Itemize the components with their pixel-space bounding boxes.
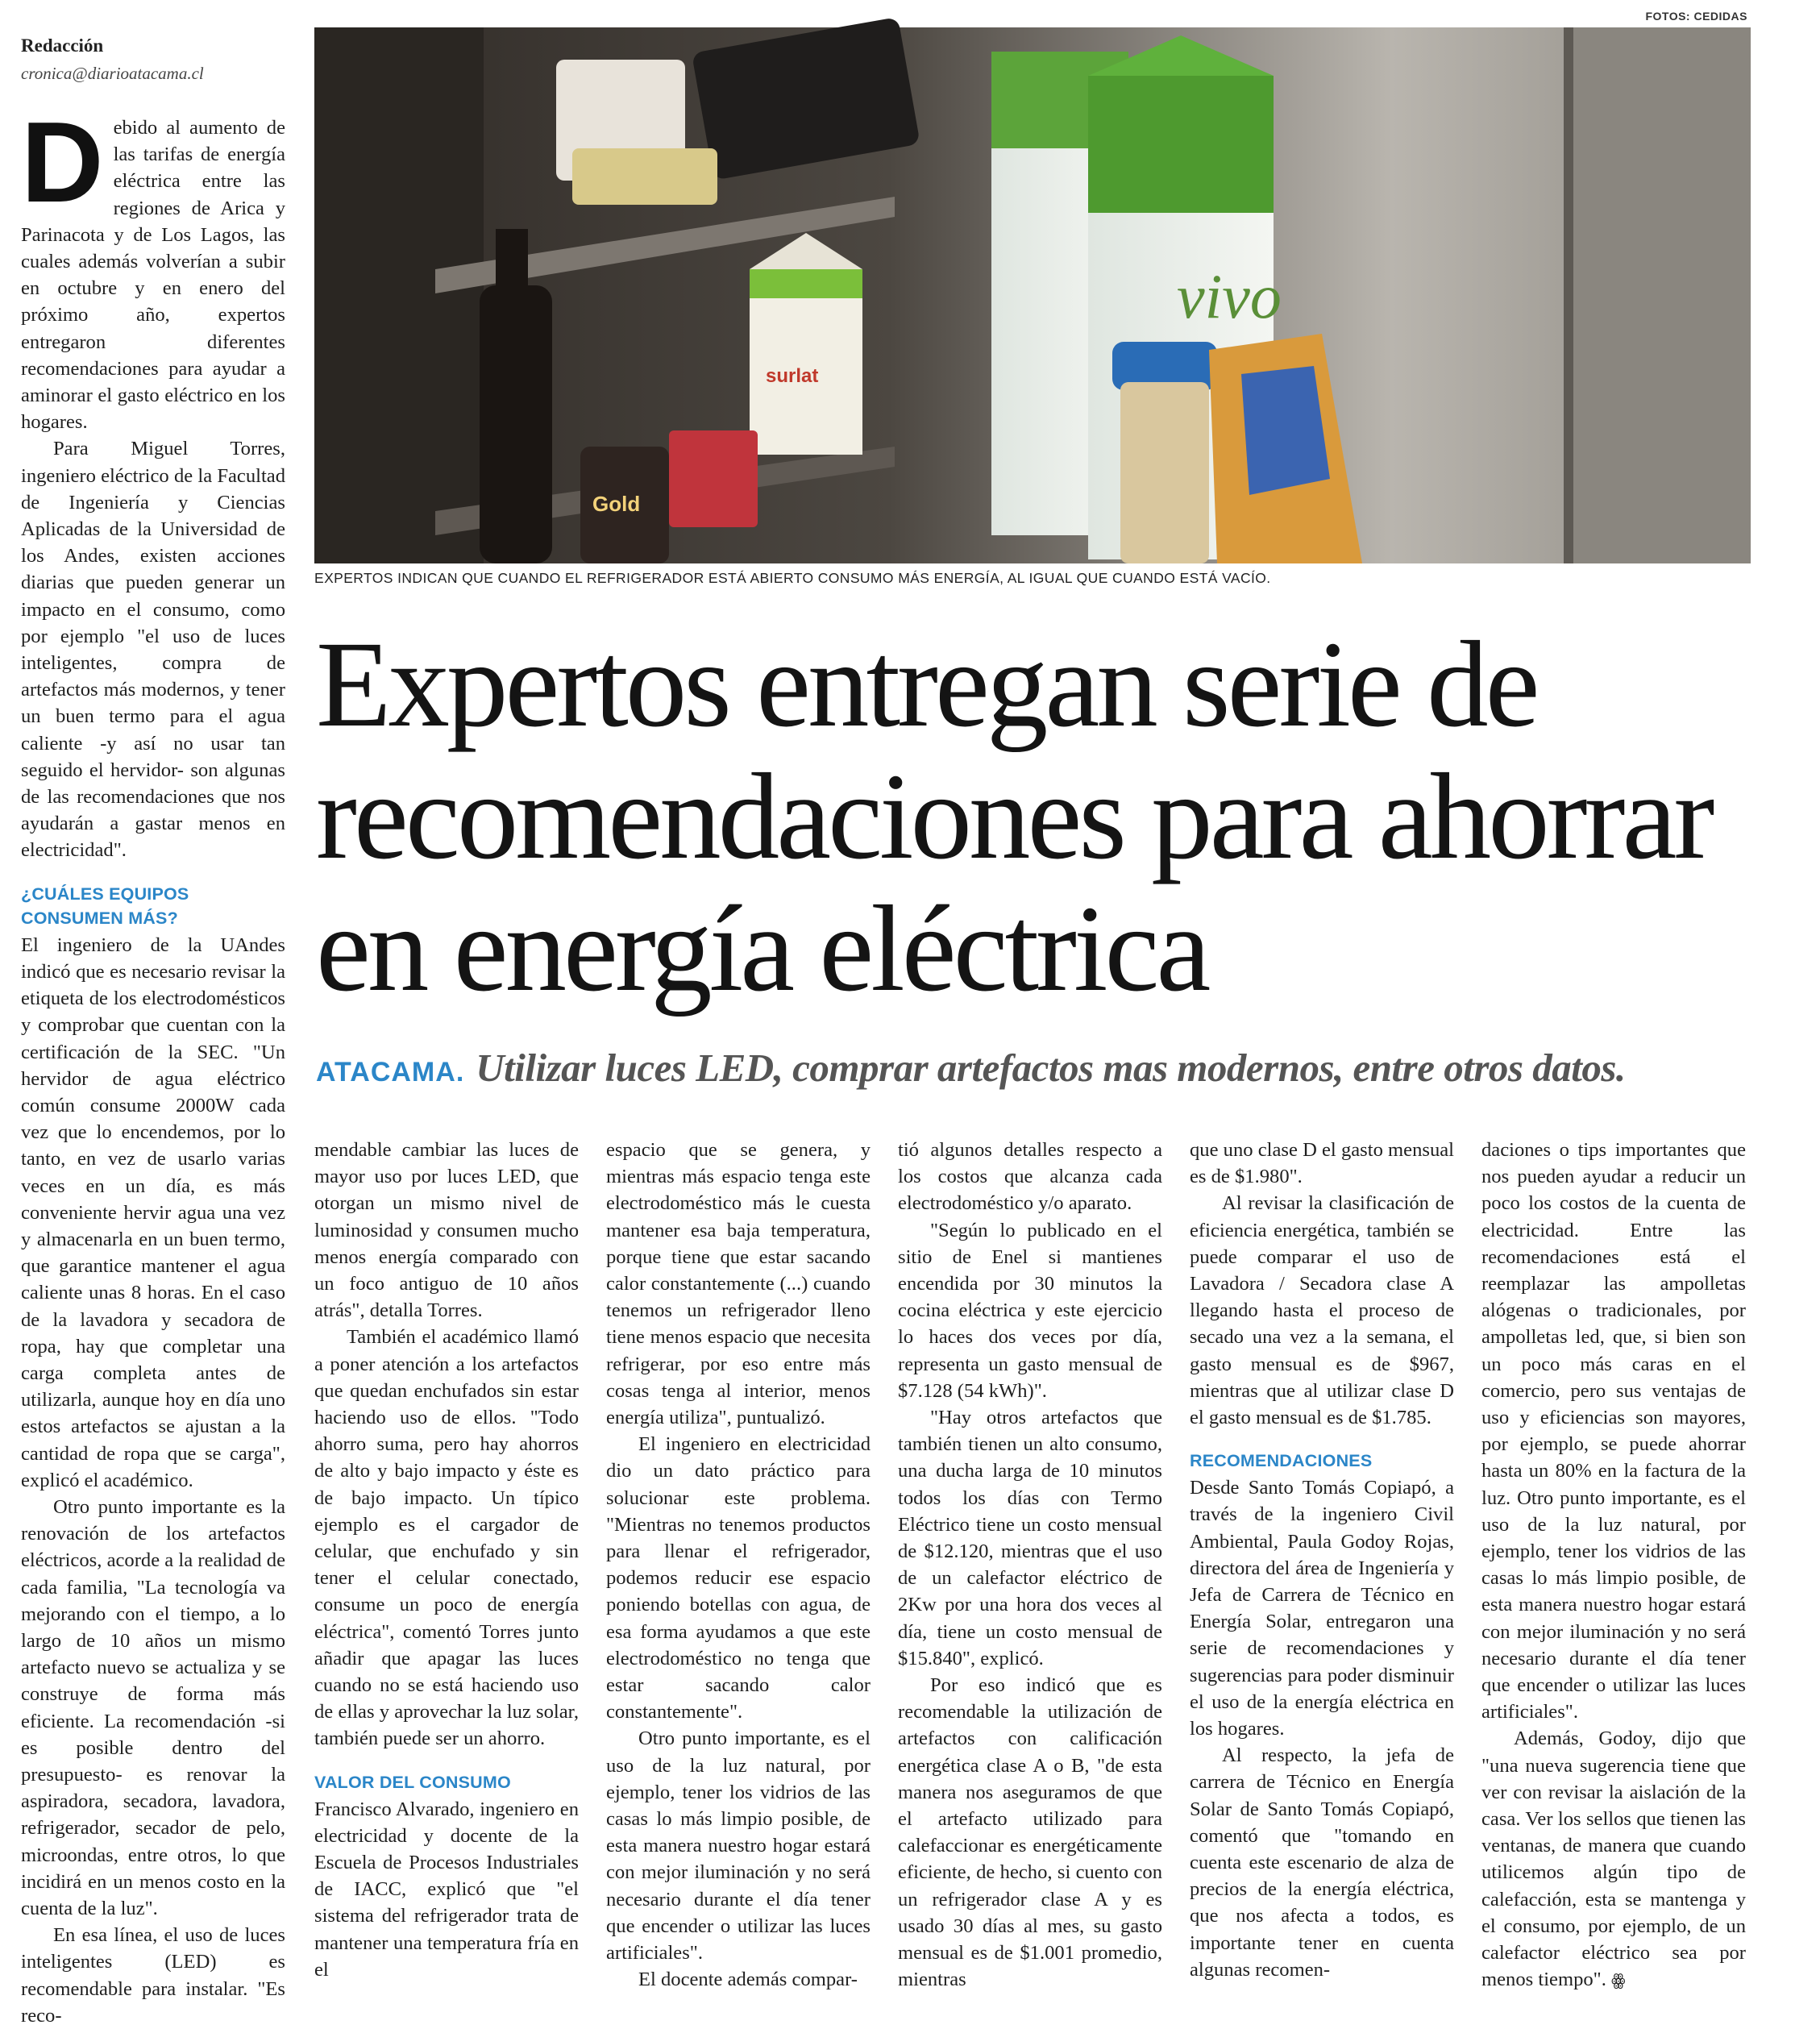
paragraph: El docente además compar- xyxy=(638,1969,858,1991)
paragraph: El ingeniero en electricidad dio un dato práctico para solucionar este problema. "Mientras no tenemos productos para llenar el refrigerador, podemos reducir ese espacio poniendo botellas con agua, de esa forma ayudamos a que este electrodoméstico no tenga que estar sacando calor constantemente". xyxy=(606,1433,871,1723)
paragraph: También el académico llamó a poner atención a los artefactos que quedan enchufados sin estar haciendo uso de ellos. "Todo ahorro suma, pero hay ahorros de alto y bajo impacto y éste es de bajo impacto. Un típico ejemplo es el cargador de celular, que enchufado y sin tener el celular conectado, consume un poco de energía eléctrica", comentó Torres junto añadir que apagar las luces cuando no se está haciendo uso de ellas y aprovechar la luz solar, también puede ser un ahorro. xyxy=(314,1326,579,1750)
paragraph-text: ebido al aumento de las tarifas de energía eléctrica entre las regiones de Arica y Parinacota y de Los Lagos, las cuales además volverían a subir en octubre y en enero del próximo año, expertos entregaron diferentes recomendaciones para ayudar a aminorar el gasto eléctrico en los hogares. xyxy=(21,117,285,434)
paragraph: Al revisar la clasificación de eficiencia energética, también se puede comparar el uso de Lavadora / Secadora clase A llegando hasta el proceso de secado una vez a la semana, el gasto mensual es de $967, mientras que al utilizar clase D el gasto mensual es de $1.785. xyxy=(1190,1192,1454,1429)
article-column-1 xyxy=(21,98,285,2027)
refrigerator-illustration xyxy=(314,27,1751,563)
paragraph: tió algunos detalles respecto a los costos que alcanza cada electrodoméstico y/o aparato. xyxy=(898,1139,1162,1215)
paragraph: "Según lo publicado en el sitio de Enel si mantienes encendida por 30 minutos la cocina eléctrica y este ejercicio lo haces dos veces por día, representa un gasto mensual de $7.128 (54 kWh)". xyxy=(898,1219,1162,1402)
end-mark-icon: ꙮ xyxy=(1611,1972,1626,1990)
headline: Expertos entregan serie de recomendaciones para ahorrar en energía eléctrica xyxy=(316,617,1712,1017)
paragraph: daciones o tips importantes que nos pueden ayudar a reducir un poco los costos de la cuenta de electricidad. Entre las recomendaciones está el reemplazar las ampolletas alógenas o tradicionales, por ampolletas led, que, si bien son un poco más caras en el comercio, pero sus ventajas de uso y eficiencias son mayores, por ejemplo, se puede ahorrar hasta un 80% en la factura de la luz. Otro punto importante, es el uso de la luz natural, por ejemplo, tener los vidrios de las casas lo más limpio posible, de esta manera nuestro hogar estará con mejor iluminación y no será necesario durante el día tener que encender o utilizar las luces artificiales". xyxy=(1481,1139,1746,1723)
milk-brand-label: vivo xyxy=(1177,261,1282,331)
article-column-6 xyxy=(1481,1137,1746,1991)
subheading-recomendaciones: RECOMENDACIONES xyxy=(1190,1451,1373,1471)
photo-caption: EXPERTOS INDICAN QUE CUANDO EL REFRIGERADOR ESTÁ ABIERTO CONSUMO MÁS ENERGÍA, AL IGUAL QUE CUANDO ESTÁ VACÍO. xyxy=(314,570,1271,586)
kicker-location: ATACAMA. xyxy=(316,1057,465,1087)
paragraph: que uno clase D el gasto mensual es de $1.980". xyxy=(1190,1139,1454,1188)
byline-email: cronica@diarioatacama.cl xyxy=(21,64,204,83)
subheading-equipos: ¿CUÁLES EQUIPOS CONSUMEN MÁS? xyxy=(21,884,189,928)
paragraph: En esa línea, el uso de luces inteligentes (LED) es recomendable para instalar. "Es reco- xyxy=(21,1924,285,2027)
subheading-valor-consumo: VALOR DEL CONSUMO xyxy=(314,1772,511,1792)
paragraph: Otro punto importante es la renovación de los artefactos eléctricos, acorde a la realidad de cada familia, "La tecnología va mejorando con el tiempo, a lo largo de 10 años un mismo artefacto nuevo se actualiza y se construye de forma más eficiente. La recomendación -si es posible dentro del presupuesto- es renovar la aspiradora, secadora, lavadora, refrigerador, secador de pelo, microondas, entre otros, lo que incidirá en un menos costo en la cuenta de la luz". xyxy=(21,1495,285,1919)
paragraph: Desde Santo Tomás Copiapó, a través de la ingeniero Civil Ambiental, Paula Godoy Rojas, directora del área de Ingeniería y Jefa de Carrera de Técnico en Energía Solar, entregaron una serie de recomendaciones y sugerencias para poder disminuir el uso de la energía eléctrica en los hogares. xyxy=(1190,1477,1454,1740)
paragraph-text: Además, Godoy, dijo que "una nueva sugerencia tiene que ver con revisar la aislación de la casa. Ver los sellos que tienen las ventanas, de manera que cuando utilicemos algún tipo de calefacción, esta se mantenga y el consumo, por ejemplo, de un calefactor eléctrico sea por menos tiempo". xyxy=(1481,1728,1746,1991)
paragraph xyxy=(1481,1725,1746,1994)
deck: Utilizar luces LED, comprar artefactos mas modernos, entre otros datos. xyxy=(476,1046,1626,1090)
article-column-4 xyxy=(898,1137,1162,1991)
article-photo xyxy=(314,27,1751,563)
paragraph: Francisco Alvarado, ingeniero en electricidad y docente de la Escuela de Procesos Industriales de IACC, explicó que "el sistema del refrigerador trata de mantener una temperatura fría en el xyxy=(314,1798,579,1981)
photo-credit: FOTOS: CEDIDAS xyxy=(1645,10,1747,23)
paragraph: "Hay otros artefactos que también tienen un alto consumo, una ducha larga de 10 minutos todos los días con Termo Eléctrico tiene un costo mensual de $12.120, mientras que el uso de un calefactor eléctrico de 2Kw por una hora dos veces al día, tiene un costo mensual de $15.840", explicó. xyxy=(898,1407,1162,1669)
byline-author: Redacción xyxy=(21,35,104,56)
kicker xyxy=(316,1045,1626,1091)
article-column-5 xyxy=(1190,1137,1454,1983)
jar-brand-label: Gold xyxy=(592,492,641,516)
article-column-3 xyxy=(606,1137,871,1991)
drop-cap: D xyxy=(21,98,104,227)
paragraph: El ingeniero de la UAndes indicó que es necesario revisar la etiqueta de los electrodomésticos y comprobar que cuentan con la certificación de la SEC. "Un hervidor de agua eléctrico común consume 2000W cada vez que lo encendemos, por lo tanto, en vez de usarlo varias veces en un día, es más conveniente hervir agua una vez y almacenarla en un buen termo, que garantice mantener el agua caliente unas 8 horas. En el caso de la lavadora y secadora de ropa, hay que completar una carga completa antes de utilizarla, aunque hoy en día uno estos artefactos se ajustan a la cantidad de ropa que se carga", explicó el académico. xyxy=(21,933,285,1491)
paragraph: espacio que se genera, y mientras más espacio tenga este electrodoméstico más le cuesta mantener esa baja temperatura, porque tiene que estar sacando calor constantemente (...) cuando tenemos un refrigerador lleno tiene menos espacio que necesita refrigerar, por eso entre más cosas tenga al interior, menos energía utiliza", puntualizó. xyxy=(606,1139,871,1429)
paragraph: Otro punto importante, es el uso de la luz natural, por ejemplo, tener los vidrios de las casas lo más limpio posible, de esta manera nuestro hogar estará con mejor iluminación y no será necesario durante el día tener que encender o utilizar las luces artificiales". xyxy=(606,1728,871,1965)
paragraph: Por eso indicó que es recomendable la utilización de artefactos con calificación energética clase A o B, "de esta manera nos aseguramos de que el artefacto utilizado para calefaccionar es energéticamente eficiente, de hecho, si cuento con un refrigerador clase A y es usado 30 días al mes, su gasto mensual es de $1.001 promedio, mientras xyxy=(898,1674,1162,1991)
paragraph: Al respecto, la jefa de carrera de Técnico en Energía Solar de Santo Tomás Copiapó, comentó que "tomando en cuenta este escenario de alza de precios de la energía eléctrica, que nos afecta a todos, es importante tener en cuenta algunas recomen- xyxy=(1190,1744,1454,1981)
article-column-2 xyxy=(314,1137,579,1983)
cream-brand-label: surlat xyxy=(766,365,819,387)
paragraph: mendable cambiar las luces de mayor uso por luces LED, que otorgan un mismo nivel de luminosidad y consumen mucho menos energía comparado con un foco antiguo de 10 años atrás", detalla Torres. xyxy=(314,1139,579,1322)
paragraph: Para Miguel Torres, ingeniero eléctrico de la Facultad de Ingeniería y Ciencias Aplicadas de la Universidad de los Andes, existen acciones diarias que pueden generar un impacto en el consumo, como por ejemplo "el uso de luces inteligentes, compra de artefactos más modernos, y tener un buen termo para el agua caliente -y así no usar tan seguido el hervidor- son algunas de las recomendaciones que nos ayudarán a gastar menos en electricidad". xyxy=(21,438,285,862)
lead-paragraph xyxy=(21,98,285,435)
